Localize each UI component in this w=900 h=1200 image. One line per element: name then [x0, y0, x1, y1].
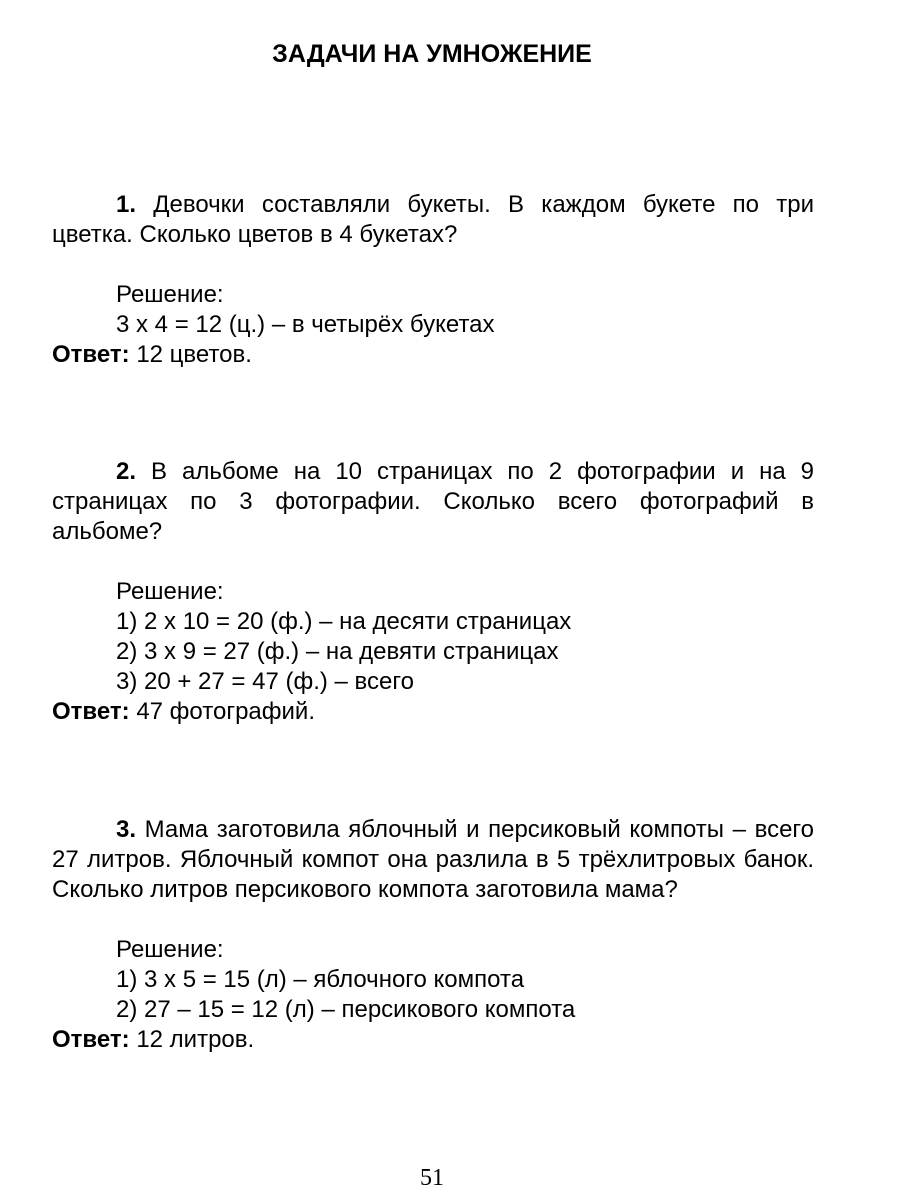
answer-value: 12 цветов. [136, 341, 252, 368]
problem-1-number: 1. [116, 191, 137, 218]
solution-step: 3 х 4 = 12 (ц.) – в четырёх букетах [116, 311, 495, 338]
page-number: 51 [420, 1165, 444, 1191]
problem-2-number: 2. [116, 458, 137, 485]
answer-value: 12 литров. [136, 1026, 255, 1053]
solution-step: 2) 3 х 9 = 27 (ф.) – на девяти страницах [116, 638, 559, 665]
problem-1-answer [52, 340, 814, 370]
problem-3-answer [52, 1025, 814, 1055]
solution-step: 1) 3 х 5 = 15 (л) – яблочного компота [116, 966, 525, 993]
problem-1 [52, 190, 814, 370]
problem-2-text [52, 457, 814, 547]
page-title: ЗАДАЧИ НА УМНОЖЕНИЕ [272, 40, 592, 68]
solution-step: 3) 20 + 27 = 47 (ф.) – всего [116, 668, 414, 695]
problem-2-statement: В альбоме на 10 страницах по 2 фотографии и на 9 страницах по 3 фотографии. Сколько всего фотографий в альбоме? [52, 458, 814, 545]
problem-1-text [52, 190, 814, 250]
answer-label: Ответ: [52, 341, 130, 368]
problem-1-solution [52, 280, 814, 340]
solution-step: 1) 2 х 10 = 20 (ф.) – на десяти страницах [116, 608, 572, 635]
solution-step: 2) 27 – 15 = 12 (л) – персикового компота [116, 996, 576, 1023]
problem-2 [52, 457, 814, 727]
answer-value: 47 фотографий. [136, 698, 315, 725]
problem-2-solution [52, 577, 814, 697]
problem-3-statement: Мама заготовила яблочный и персиковый компоты – всего 27 литров. Яблочный компот она разлила в 5 трёхлитровых банок. Сколько литров персикового компота заготовила мама? [52, 816, 815, 903]
problem-3-number: 3. [116, 816, 137, 843]
answer-label: Ответ: [52, 1026, 130, 1053]
problem-3-text [52, 815, 814, 905]
solution-label: Решение: [116, 936, 224, 963]
problem-2-answer [52, 697, 814, 727]
solution-label: Решение: [116, 578, 224, 605]
problem-3-solution [52, 935, 814, 1025]
problem-1-statement: Девочки составляли букеты. В каждом букете по три цветка. Сколько цветов в 4 букетах? [52, 191, 814, 248]
problem-3 [52, 815, 814, 1055]
answer-label: Ответ: [52, 698, 130, 725]
solution-label: Решение: [116, 281, 224, 308]
